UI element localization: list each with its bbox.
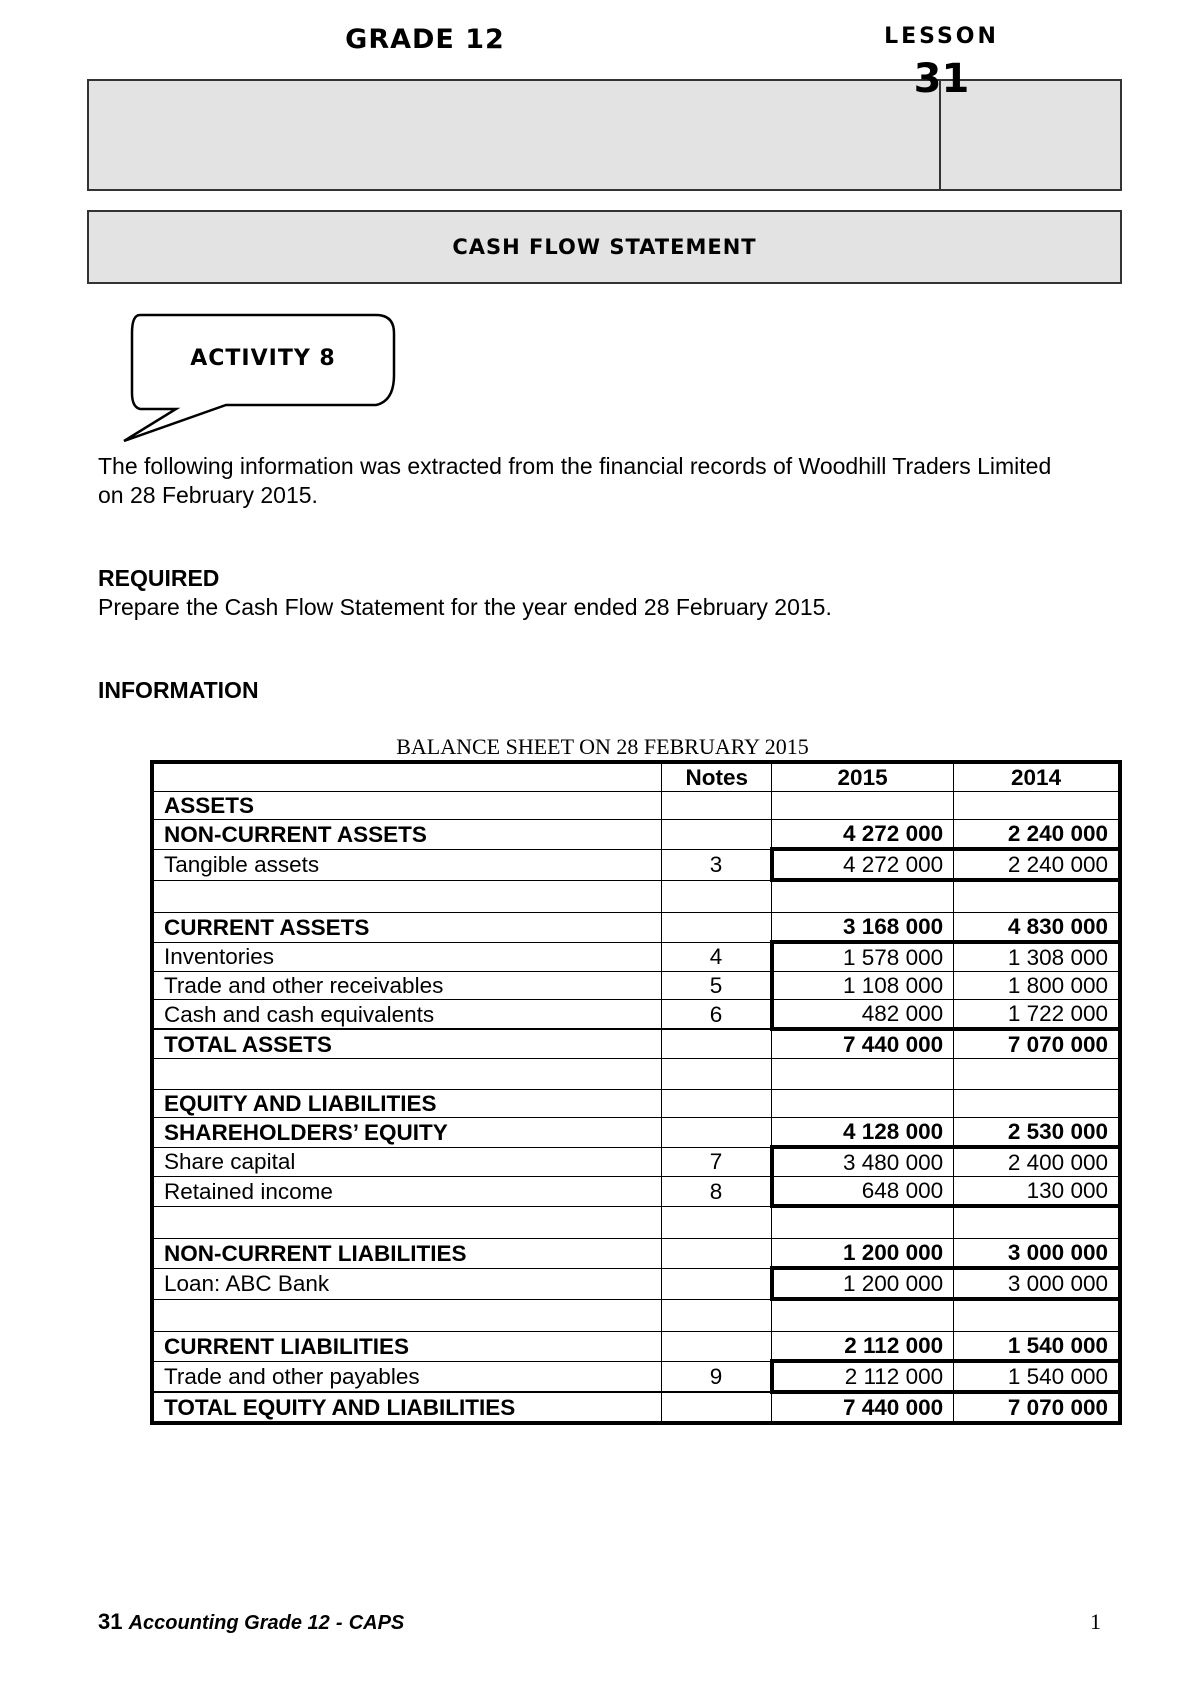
row-2015-cell: 3 168 000 [772, 913, 954, 943]
table-row [152, 1392, 1120, 1423]
row-notes-cell [662, 792, 772, 820]
row-label-cell: EQUITY AND LIABILITIES [152, 1090, 662, 1118]
activity-label: ACTIVITY 8 [190, 346, 336, 371]
table-row [152, 1000, 1120, 1030]
row-2015-cell: 1 200 000 [772, 1239, 954, 1269]
row-2015-cell [772, 880, 954, 913]
row-2015-cell [772, 1299, 954, 1332]
row-label-cell: Retained income [152, 1177, 662, 1207]
row-label-cell: Trade and other receivables [152, 972, 662, 1000]
row-label-cell: NON-CURRENT ASSETS [152, 820, 662, 850]
table-row [152, 1332, 1120, 1362]
table-row [152, 1206, 1120, 1239]
row-label-cell: Tangible assets [152, 849, 662, 880]
footer-subject: Accounting Grade 12 [128, 1612, 330, 1634]
row-notes-cell: 3 [662, 849, 772, 880]
row-notes-cell: 6 [662, 1000, 772, 1030]
row-2014-cell [954, 1059, 1120, 1090]
table-row [152, 913, 1120, 943]
row-2015-cell [772, 1206, 954, 1239]
header-notes-cell: Notes [662, 762, 772, 792]
table-row [152, 972, 1120, 1000]
table-row [152, 849, 1120, 880]
row-2014-cell [954, 1090, 1120, 1118]
row-2015-cell: 4 272 000 [772, 849, 954, 880]
table-row [152, 1299, 1120, 1332]
table-row [152, 1090, 1120, 1118]
page-number: 1 [1090, 1609, 1101, 1634]
row-2015-cell [772, 1090, 954, 1118]
row-2014-cell: 2 400 000 [954, 1147, 1120, 1177]
row-label-cell: CURRENT LIABILITIES [152, 1332, 662, 1362]
row-2014-cell: 1 722 000 [954, 1000, 1120, 1030]
row-label-cell: Cash and cash equivalents [152, 1000, 662, 1030]
row-2015-cell: 1 578 000 [772, 942, 954, 972]
row-notes-cell [662, 913, 772, 943]
row-notes-cell [662, 820, 772, 850]
row-notes-cell: 8 [662, 1177, 772, 1207]
table-row [152, 1059, 1120, 1090]
row-label-cell: SHAREHOLDERS’ EQUITY [152, 1118, 662, 1148]
lesson-label: LESSON [884, 24, 999, 49]
row-label-cell [152, 880, 662, 913]
row-notes-cell: 9 [662, 1361, 772, 1392]
table-row [152, 1361, 1120, 1392]
required-heading: REQUIRED [98, 565, 220, 591]
row-label-cell: Inventories [152, 942, 662, 972]
row-notes-cell [662, 880, 772, 913]
row-notes-cell [662, 1239, 772, 1269]
row-2015-cell: 1 108 000 [772, 972, 954, 1000]
information-heading: INFORMATION [98, 677, 259, 703]
table-row [152, 1147, 1120, 1177]
row-2014-cell: 1 540 000 [954, 1361, 1120, 1392]
header-label-cell [152, 762, 662, 792]
header-2014-cell: 2014 [954, 762, 1120, 792]
row-label-cell: TOTAL ASSETS [152, 1029, 662, 1059]
row-2014-cell: 3 000 000 [954, 1268, 1120, 1299]
row-notes-cell [662, 1299, 772, 1332]
table-row [152, 942, 1120, 972]
required-text: Prepare the Cash Flow Statement for the year ended 28 February 2015. [98, 594, 832, 620]
row-label-cell: Trade and other payables [152, 1361, 662, 1392]
balance-sheet-title: BALANCE SHEET ON 28 FEBRUARY 2015 [396, 734, 809, 759]
row-2015-cell: 2 112 000 [772, 1361, 954, 1392]
row-notes-cell [662, 1059, 772, 1090]
row-2015-cell: 7 440 000 [772, 1029, 954, 1059]
table-row [152, 1118, 1120, 1148]
row-label-cell: Loan: ABC Bank [152, 1268, 662, 1299]
row-label-cell: ASSETS [152, 792, 662, 820]
row-2015-cell: 648 000 [772, 1177, 954, 1207]
intro-line-2: on 28 February 2015. [98, 482, 318, 508]
balance-sheet-table [150, 760, 1122, 1425]
row-2014-cell: 2 240 000 [954, 849, 1120, 880]
row-notes-cell [662, 1206, 772, 1239]
row-label-cell [152, 1059, 662, 1090]
row-notes-cell: 4 [662, 942, 772, 972]
row-notes-cell [662, 1029, 772, 1059]
row-notes-cell [662, 1332, 772, 1362]
row-2015-cell: 4 272 000 [772, 820, 954, 850]
row-2014-cell: 7 070 000 [954, 1029, 1120, 1059]
row-notes-cell [662, 1392, 772, 1423]
row-notes-cell [662, 1268, 772, 1299]
row-2014-cell [954, 1206, 1120, 1239]
header-grade-cell [89, 81, 941, 189]
table-row [152, 1029, 1120, 1059]
intro-line-1: The following information was extracted from the financial records of Woodhill Traders Limited [98, 453, 1052, 479]
row-2014-cell [954, 1299, 1120, 1332]
row-2015-cell: 482 000 [772, 1000, 954, 1030]
row-2015-cell: 7 440 000 [772, 1392, 954, 1423]
footer-course [98, 1609, 404, 1635]
row-2014-cell: 2 240 000 [954, 820, 1120, 850]
topic-title: CASH FLOW STATEMENT [87, 210, 1122, 284]
table-header-row [152, 762, 1120, 792]
row-notes-cell: 7 [662, 1147, 772, 1177]
row-2015-cell [772, 792, 954, 820]
row-2014-cell: 130 000 [954, 1177, 1120, 1207]
row-notes-cell [662, 1118, 772, 1148]
table-row [152, 1268, 1120, 1299]
row-notes-cell [662, 1090, 772, 1118]
row-2015-cell: 4 128 000 [772, 1118, 954, 1148]
row-label-cell: Share capital [152, 1147, 662, 1177]
row-2014-cell: 7 070 000 [954, 1392, 1120, 1423]
row-notes-cell: 5 [662, 972, 772, 1000]
row-label-cell: CURRENT ASSETS [152, 913, 662, 943]
row-2014-cell: 1 540 000 [954, 1332, 1120, 1362]
row-2015-cell: 3 480 000 [772, 1147, 954, 1177]
row-2014-cell: 4 830 000 [954, 913, 1120, 943]
speech-bubble-icon [118, 313, 398, 447]
table-row [152, 1177, 1120, 1207]
table-row [152, 820, 1120, 850]
row-2014-cell [954, 792, 1120, 820]
row-2015-cell [772, 1059, 954, 1090]
grade-title: GRADE 12 [345, 24, 505, 55]
row-label-cell: TOTAL EQUITY AND LIABILITIES [152, 1392, 662, 1423]
intro-paragraph [98, 452, 1051, 510]
footer-separator: - [335, 1612, 343, 1634]
row-label-cell [152, 1206, 662, 1239]
row-2014-cell: 1 308 000 [954, 942, 1120, 972]
table-row [152, 792, 1120, 820]
row-label-cell: NON-CURRENT LIABILITIES [152, 1239, 662, 1269]
lesson-number: 31 [913, 56, 970, 102]
table-row [152, 1239, 1120, 1269]
row-2015-cell: 1 200 000 [772, 1268, 954, 1299]
row-2014-cell: 3 000 000 [954, 1239, 1120, 1269]
table-row [152, 880, 1120, 913]
row-2014-cell: 2 530 000 [954, 1118, 1120, 1148]
row-label-cell [152, 1299, 662, 1332]
header-2015-cell: 2015 [772, 762, 954, 792]
row-2014-cell: 1 800 000 [954, 972, 1120, 1000]
footer-lesson-number: 31 [98, 1609, 123, 1634]
footer-curriculum: CAPS [348, 1612, 405, 1634]
row-2015-cell: 2 112 000 [772, 1332, 954, 1362]
row-2014-cell [954, 880, 1120, 913]
